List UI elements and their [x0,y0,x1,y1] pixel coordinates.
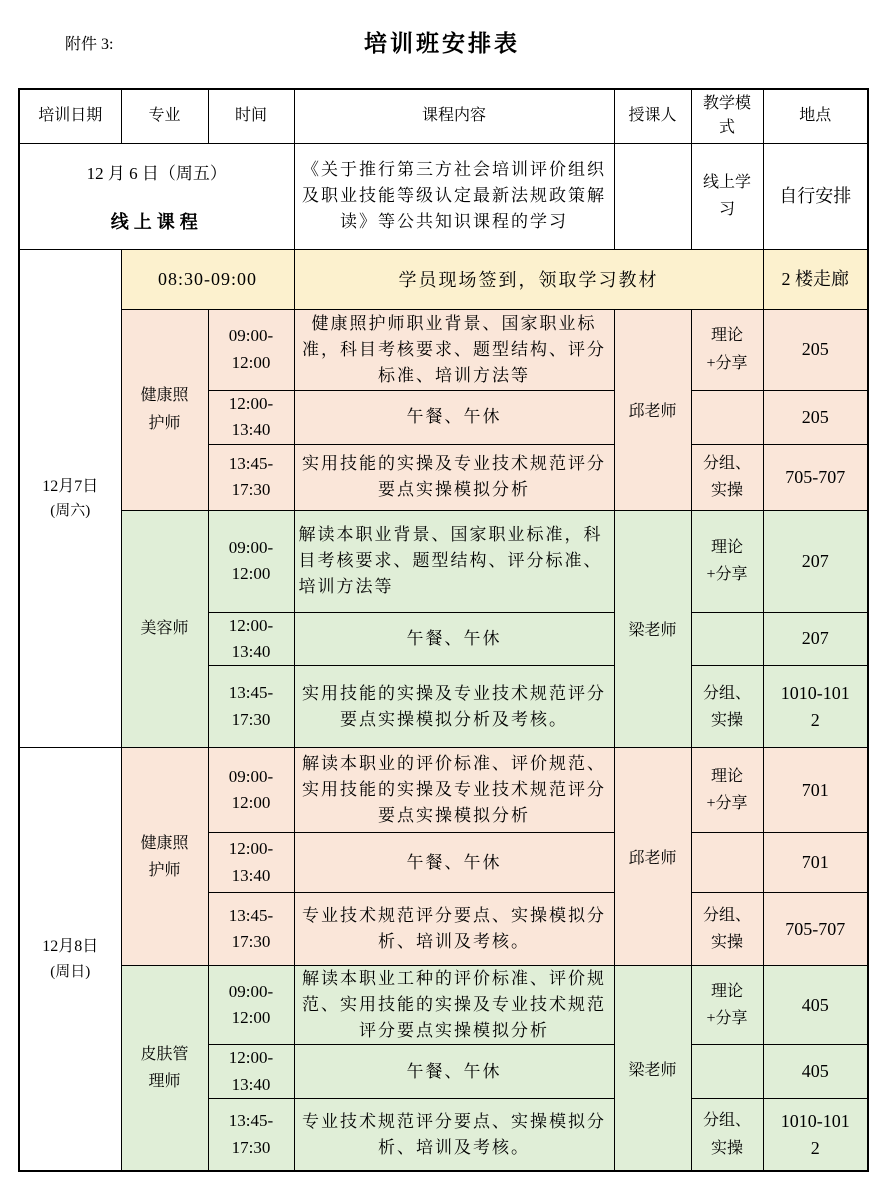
time-cell: 13:45-17:30 [208,444,294,510]
time-cell: 12:00-13:40 [208,390,294,444]
time-cell: 12:00-13:40 [208,1045,294,1099]
mode-cell: 线上学习 [691,143,763,249]
date-text: 12月8日 [42,938,99,956]
location-cell: 205 [763,309,868,390]
teacher-cell: 邱老师 [614,309,691,510]
course-content-cell: 午餐、午休 [294,390,614,444]
course-content-cell: 专业技术规范评分要点、实操模拟分析、培训及考核。 [294,893,614,966]
signin-location-cell: 2 楼走廊 [763,249,868,309]
mode-cell: 分组、实操 [691,444,763,510]
mode-cell [691,390,763,444]
mode-cell: 理论+分享 [691,748,763,833]
location-cell: 705-707 [763,444,868,510]
location-cell: 1010-1012 [763,666,868,748]
course-content-cell: 解读本职业的评价标准、评价规范、实用技能的实操及专业技术规范评分要点实操模拟分析 [294,748,614,833]
document-header [0,0,884,88]
teacher-cell [614,143,691,249]
location-cell: 701 [763,748,868,833]
weekday-text: (周六) [50,503,91,520]
course-content-cell: 午餐、午休 [294,1045,614,1099]
course-content-cell: 解读本职业背景、国家职业标准，科目考核要求、题型结构、评分标准、培训方法等 [294,510,614,612]
course-content-cell: 午餐、午休 [294,612,614,666]
header-cell-teacher: 授课人 [614,89,691,143]
online-date-text: 12 月 6 日（周五） [86,163,227,183]
teacher-cell: 邱老师 [614,748,691,966]
teacher-cell: 梁老师 [614,966,691,1172]
course-content-cell: 午餐、午休 [294,833,614,893]
location-cell: 205 [763,390,868,444]
major-cell: 健康照护师 [121,309,208,510]
mode-cell: 理论+分享 [691,510,763,612]
time-cell: 09:00-12:00 [208,966,294,1045]
time-cell: 13:45-17:30 [208,1098,294,1171]
header-cell-time: 时间 [208,89,294,143]
course-content-cell: 健康照护师职业背景、国家职业标准，科目考核要求、题型结构、评分标准、培训方法等 [294,309,614,390]
course-content-cell: 专业技术规范评分要点、实操模拟分析、培训及考核。 [294,1098,614,1171]
header-cell-content: 课程内容 [294,89,614,143]
location-cell: 1010-1012 [763,1098,868,1171]
course-row [19,966,868,1045]
course-row [19,510,868,612]
page-title: 培训班安排表 [364,31,520,56]
time-cell: 13:45-17:30 [208,893,294,966]
mode-cell: 分组、实操 [691,666,763,748]
signin-time-cell: 08:30-09:00 [121,249,294,309]
mode-cell [691,612,763,666]
header-cell-major: 专业 [121,89,208,143]
location-cell: 405 [763,1045,868,1099]
online-date-cell [19,143,294,249]
date-text: 12月7日 [42,477,99,495]
major-cell: 美容师 [121,510,208,748]
location-cell: 207 [763,612,868,666]
schedule-table [18,88,869,1172]
course-row [19,309,868,390]
time-cell: 12:00-13:40 [208,612,294,666]
online-course-row [19,143,868,249]
weekday-text: (周日) [50,964,91,981]
mode-cell: 理论+分享 [691,966,763,1045]
header-cell-date: 培训日期 [19,89,121,143]
location-cell: 自行安排 [763,143,868,249]
course-content-cell: 实用技能的实操及专业技术规范评分要点实操模拟分析及考核。 [294,666,614,748]
location-cell: 705-707 [763,893,868,966]
mode-cell: 分组、实操 [691,1098,763,1171]
attachment-label: 附件 3: [65,36,114,53]
time-cell: 09:00-12:00 [208,309,294,390]
course-content-cell: 《关于推行第三方社会培训评价组织及职业技能等级认定最新法规政策解读》等公共知识课程的学习 [294,143,614,249]
mode-cell: 分组、实操 [691,893,763,966]
online-course-label: 线上课程 [110,211,203,232]
time-cell: 12:00-13:40 [208,833,294,893]
header-cell-mode: 教学模式 [691,89,763,143]
signin-content-cell: 学员现场签到，领取学习教材 [294,249,763,309]
location-cell: 405 [763,966,868,1045]
course-row [19,748,868,833]
teacher-cell: 梁老师 [614,510,691,748]
location-cell: 701 [763,833,868,893]
header-cell-location: 地点 [763,89,868,143]
mode-cell: 理论+分享 [691,309,763,390]
date-cell-day1 [19,249,121,748]
header-row [19,89,868,143]
time-cell: 13:45-17:30 [208,666,294,748]
time-cell: 09:00-12:00 [208,510,294,612]
course-content-cell: 解读本职业工种的评价标准、评价规范、实用技能的实操及专业技术规范评分要点实操模拟分析 [294,966,614,1045]
mode-cell [691,833,763,893]
mode-cell [691,1045,763,1099]
signin-row [19,249,868,309]
time-cell: 09:00-12:00 [208,748,294,833]
location-cell: 207 [763,510,868,612]
major-cell: 皮肤管理师 [121,966,208,1172]
course-content-cell: 实用技能的实操及专业技术规范评分要点实操模拟分析 [294,444,614,510]
date-cell-day2 [19,748,121,1172]
major-cell: 健康照护师 [121,748,208,966]
